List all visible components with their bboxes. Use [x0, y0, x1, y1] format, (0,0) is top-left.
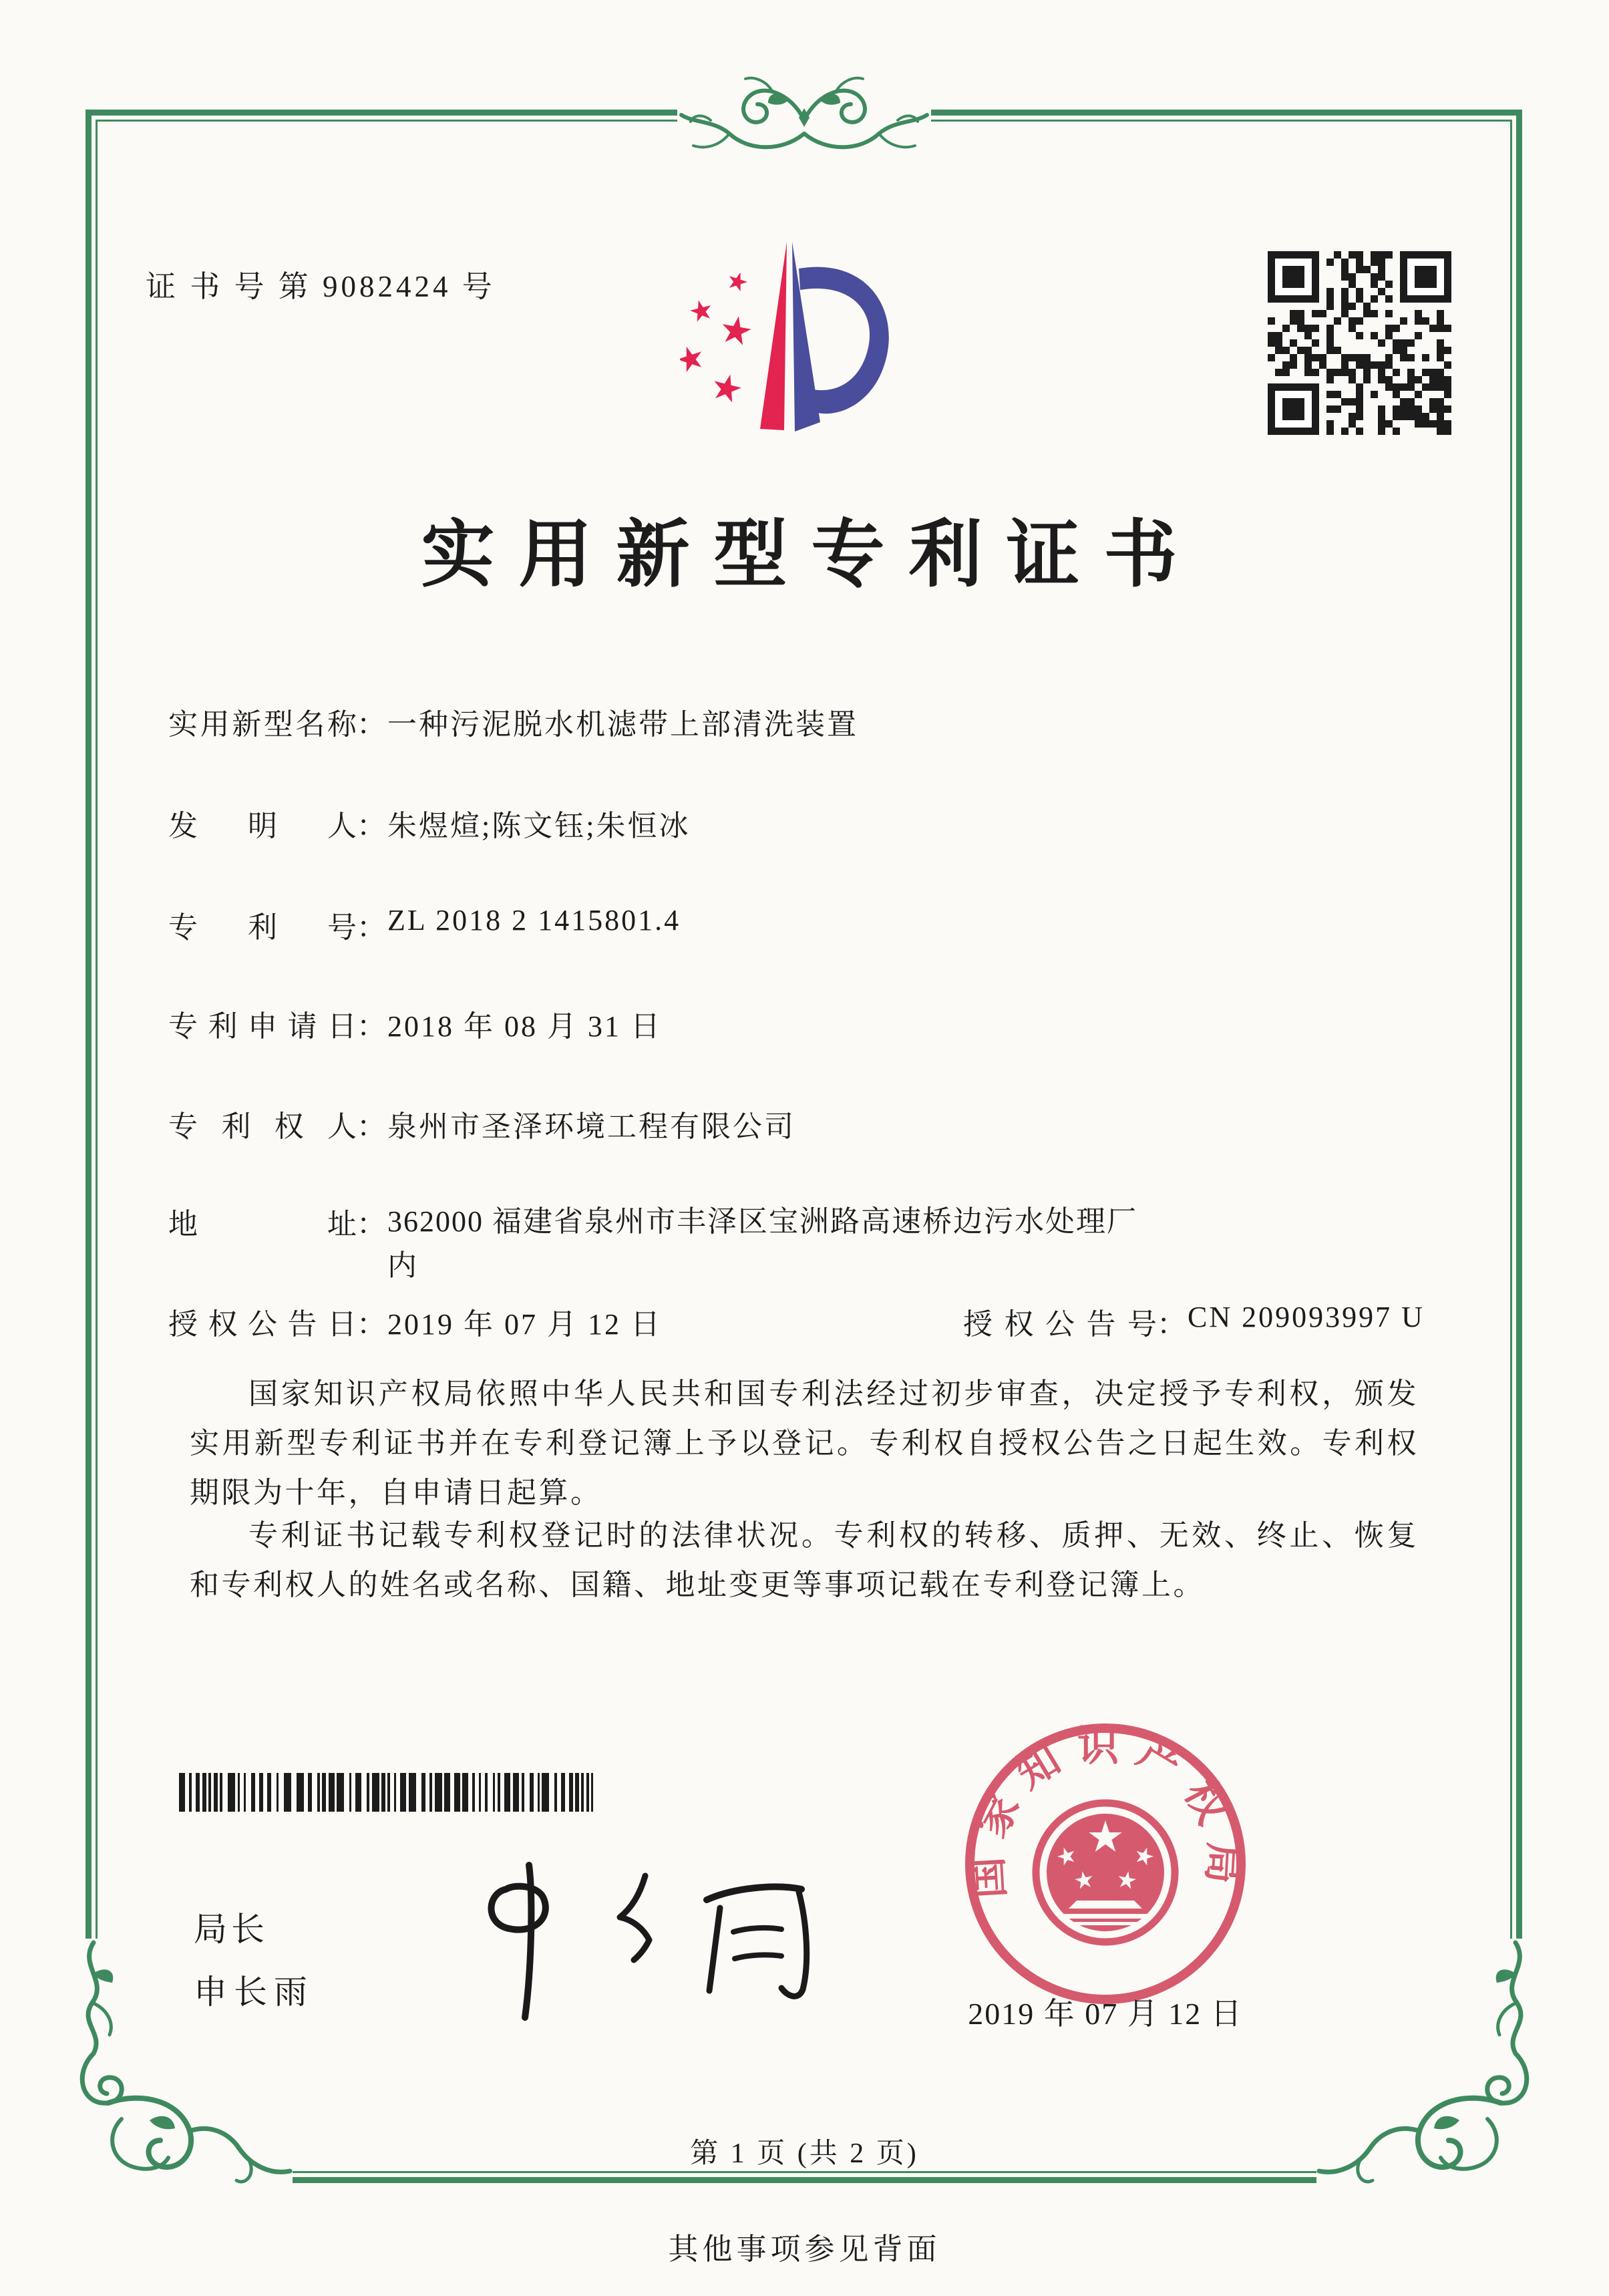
cnipa-official-seal-icon	[955, 1713, 1256, 2014]
field-value: ZL 2018 2 1415801.4	[387, 904, 681, 937]
field-colon: ：	[357, 1110, 387, 1143]
page-number: 第 1 页 (共 2 页)	[690, 2138, 919, 2169]
legal-paragraph-1: 国家知识产权局依照中华人民共和国专利法经过初步审查，决定授予专利权，颁发实用新型专利证书并在专利登记簿上予以登记。专利权自授权公告之日起生效。专利权期限为十年，自申请日起算。	[190, 1377, 1419, 1509]
field-patent-number	[168, 903, 681, 946]
field-colon: ：	[357, 1308, 387, 1341]
document-title: 实用新型专利证书	[421, 514, 1202, 596]
national-emblem	[1036, 1803, 1175, 1942]
field-value: 2019 年 07 月 12 日	[387, 1308, 662, 1341]
field-value: 2018 年 08 月 31 日	[387, 1010, 662, 1043]
field-label: 授权公告号	[963, 1308, 1157, 1341]
field-colon: ：	[357, 1208, 387, 1241]
field-address	[168, 1200, 1356, 1288]
field-value: 一种污泥脱水机滤带上部清洗装置	[387, 708, 858, 741]
field-label: 地址	[168, 1208, 357, 1241]
field-label: 专利号	[168, 911, 357, 944]
field-label: 专利申请日	[168, 1010, 357, 1043]
field-patentee	[168, 1102, 795, 1145]
field-value: CN 209093997 U	[1188, 1301, 1425, 1333]
grant-date-under-seal: 2019 年 07 月 12 日	[968, 1997, 1243, 2031]
field-colon: ：	[357, 911, 387, 944]
field-value	[387, 1200, 1356, 1288]
director-handwritten-signature-icon	[441, 1854, 842, 2041]
field-label: 授权公告日	[168, 1308, 357, 1341]
field-label: 实用新型名称	[168, 708, 357, 741]
field-label: 发明人	[168, 810, 357, 842]
field-inventors	[168, 802, 690, 844]
field-colon: ：	[357, 708, 387, 741]
cnipa-patent-logo-icon	[680, 230, 900, 450]
green-floral-ornament-icon	[677, 51, 931, 194]
address-line-2: 内	[387, 1249, 418, 1282]
signoff-role: 局长	[194, 1911, 269, 1948]
field-value: 泉州市圣泽环境工程有限公司	[387, 1110, 795, 1143]
address-line-1: 362000 福建省泉州市丰泽区宝洲路高速桥边污水处理厂	[387, 1205, 1137, 1238]
field-colon: ：	[1157, 1308, 1188, 1341]
field-colon: ：	[357, 1010, 387, 1043]
field-colon: ：	[357, 810, 387, 842]
legal-paragraph-2: 专利证书记载专利权登记时的法律状况。专利权的转移、质押、无效、终止、恢复和专利权人的姓名或名称、国籍、地址变更等事项记载在专利登记簿上。	[190, 1519, 1419, 1601]
signoff-name: 申长雨	[194, 1973, 314, 2011]
field-utility-model-name	[168, 700, 858, 743]
field-filing-date	[168, 1002, 662, 1045]
field-label: 专利权人	[168, 1110, 357, 1143]
back-side-note: 其他事项参见背面	[668, 2233, 941, 2266]
field-grant-number	[963, 1300, 1425, 1343]
seal-agency-text: 国家知识产权局	[964, 1724, 1247, 1900]
field-value: 朱煜煊;陈文钰;朱恒冰	[387, 810, 691, 842]
top-center-ornament	[677, 51, 931, 194]
qr-code-icon	[1268, 251, 1451, 435]
field-grant-row	[168, 1300, 1437, 1343]
certificate-number: 证 书 号 第 9082424 号	[146, 270, 496, 303]
barcode-icon	[179, 1773, 596, 1812]
